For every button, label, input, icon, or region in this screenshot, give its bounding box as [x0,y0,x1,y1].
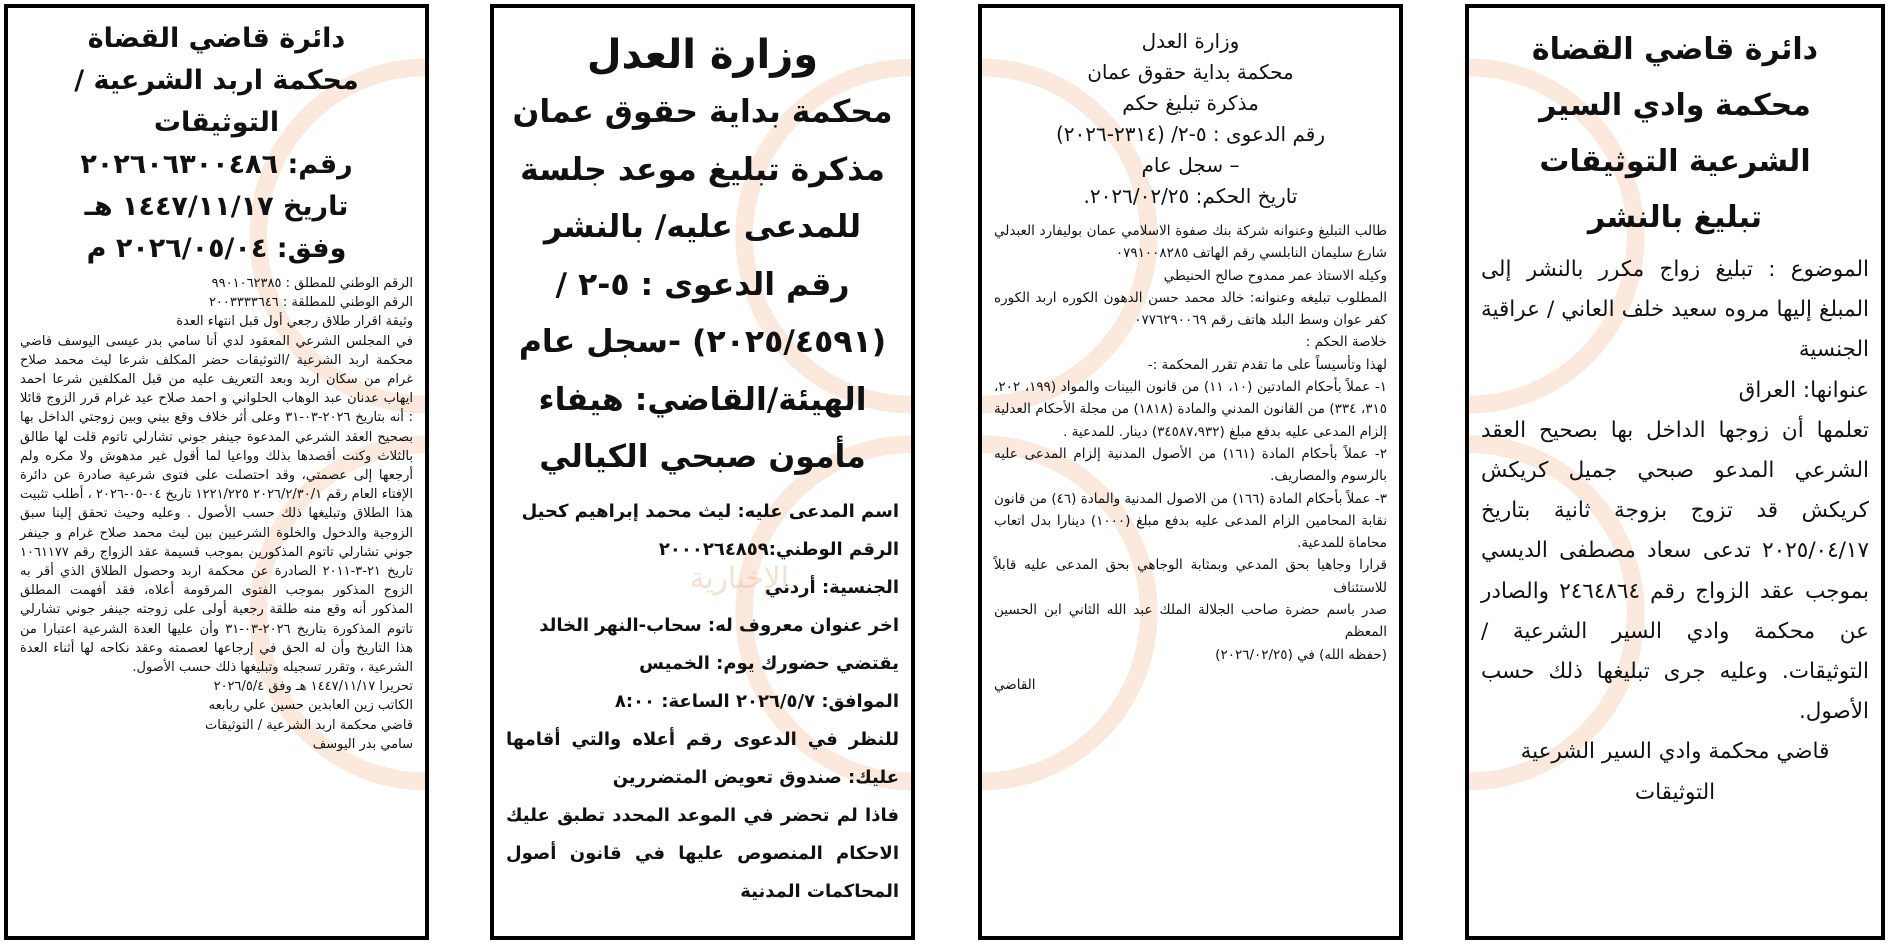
notice-header [506,84,899,487]
signature-line: التوثيقات [1634,779,1716,805]
signature-line: قاضي محكمة وادي السير الشرعية [1520,739,1830,765]
body-paragraph: للنظر في الدعوى رقم أعلاه والتي أقامها عليك: صندوق تعويض المتضررين [506,728,899,788]
judge-signature: القاضي [994,676,1036,693]
body-line: لهذا وتأسيساً على ما تقدم تقرر المحكمة :- [1147,356,1387,373]
notice-body [1481,250,1869,813]
notice-wadi-alsir-marriage [1465,4,1885,940]
header-line: مذكرة تبليغ حكم [1122,91,1259,115]
reference-number: رقم: ٢٠٢٦٠٦٣٠٠٤٨٦ [80,149,353,180]
body-line: وثيقة اقرار طلاق رجعي أول قبل انتهاء العدة [176,314,413,330]
signature-name: سامي بدر اليوسف [312,736,413,752]
header-line: مذكرة تبليغ موعد جلسة [520,151,885,188]
notice-header [994,26,1387,212]
case-number: (٢٠٢٥/٤٥٩١) -سجل عام [518,324,887,360]
notice-body [20,274,413,754]
body-line: يقتضي حضورك يوم: الخميس [639,652,899,674]
notice-irbid-divorce [4,4,429,940]
header-line: التوثيقات [153,107,280,138]
hijri-date: تاريخ ١٤٤٧/١١/١٧ هـ [84,191,349,222]
body-line: تحريرا ١٤٤٧/١١/١٧ هـ وفق ٢٠٢٦/٥/٤ [213,679,413,695]
gregorian-date: وفق: ٢٠٢٦/٠٥/٠٤ م [86,233,347,264]
header-line: محكمة بداية حقوق عمان [512,94,893,130]
body-line: الجنسية: أردني [764,576,899,598]
watermark-text: الإخبارية [689,560,789,596]
body-paragraph: تعلمها أن زوجها الداخل بها بصحيح العقد الشرعي المدعو صبحي جميل كريكش كريكش قد تزوج بزوجة ثانية بتاريخ ٢٠٢٥/٠٤/١٧ تدعى سعاد مصطفى الديسي بموجب عقد الزواج رقم ٢٤٦٤٨٦٤ والصادر عن محكمة وادي السير الشرعية / التوثيقات. وعليه جرى تبليغها ذلك حسب الأصول. [1481,417,1869,725]
body-paragraph: ٢- عملاً بأحكام المادة (١٦١) من الأصول المدنية إلزام المدعى عليه بالرسوم والمصاريف. [994,445,1387,485]
notice-amman-hearing [490,4,915,940]
body-paragraph: في المجلس الشرعي المعقود لدي أنا سامي بدر عيسى اليوسف قاضي محكمة اربد الشرعية /التوثيقات حضر المكلف شرعا ليث محمد صلاح غرام من سكان اربد وبعد التعريف عليه من قبل المكلفين شرعا احمد ايهاب عدنان عبد الوهاب الحلواني و احمد صلاح عيد غرام قرر الزوج قائلا : أنه بتاريخ ٢٠٢٦-٠٣-٣١ وعلى أثر خلاف وقع بيني وبين زوجتي الداخل بها بصحيح العقد الشرعي المدعوة جينفر جوني تشارلي تاتوم قلت لها طالق بالثلاث وكنت أقصدها بذلك وواعيا لما أقول غير مدهوش ولا مكره ولم أرجعها إلى عصمتي، وقد احتصلت على فتوى شرعية صادرة عن دائرة الإفتاء العام رقم ٢٠٢٦/٢/٣٠/١ ١٢٢١/٢٢٥ تاريخ ٠٤-٠٥-٢٠٢٦ ، أطلب تثبيت هذا الطلاق وتبليغها ذلك حسب الأصول . وعليه وحيث تحقق إلينا سبق الزوجية والدخول والخلوة الشرعيين بين ليث محمد صلاح غرام و جينفر جوني تشارلي تاتوم المذكورين بموجب قسيمة عقد الزواج رقم ١٠٦١١٧٧ تاريخ ٢١-٣-٢٠١١ الصادرة عن محكمة اربد وحصول الطلاق الذي أقر به الزوج المذكور بموجب الفتوى المرقومة أعلاه، فقد أفهمت المطلق المذكور أنه وقع منه طلقة رجعية أولى على زوجته جينفر جوني تشارلي تاتوم المذكورة بتاريخ ٢٠٢٦-٠٣-٣١ وأن عليها العدة الشرعية اعتبارا من هذا التاريخ وأن له الحق في إرجاعها لعصمته وعقد نكاحه لها أثناء العدة الشرعية ، وتقرر تسجيله وتبليغها ذلك حسب الأصول. [20,333,414,676]
ministry-title: وزارة العدل [586,32,819,78]
notice-header [1481,22,1869,246]
body-line: (حفظه الله) في (٢٠٢٦/٠٢/٢٥) [1215,646,1387,663]
header-line: تبليغ بالنشر [1587,200,1763,235]
body-line: الرقم الوطني:٢٠٠٠٢٦٤٨٥٩ [658,538,899,560]
body-paragraph: ٣- عملاً بأحكام المادة (١٦٦) من الاصول المدنية والمادة (٤٦) من قانون نقابة المحامين الزام المدعى عليه بدفع مبلغ (١٠٠٠) دينارا بدل اتعاب محاماة للمدعية. [994,490,1388,552]
body-paragraph: ١- عملاً بأحكام المادتين (١٠، ١١) من قانون البينات والمواد (١٩٩، ٢٠٢، ٣١٥، ٣٣٤) من القانون المدني والمادة (١٨١٨) من مجلة الأحكام العدلية إلزام المدعى عليه بدفع مبلغ (٣٤٥٨٧،٩٣٢) دينار. للمدعية . [994,379,1387,440]
header-line: محكمة بداية حقوق عمان [1087,60,1294,84]
judge-line: الهيئة/القاضي: هيفاء [538,381,867,418]
body-line: الكاتب زين العابدين حسين علي ربابعه [208,698,413,714]
body-line: اسم المدعى عليه: ليث محمد إبراهيم كحيل [521,500,899,522]
notice-amman-judgment [978,4,1403,940]
body-paragraph: الموضوع : تبليغ زواج مكرر بالنشر إلى المبلغ إليها مروه سعيد خلف العاني / عراقية الجنسية [1481,257,1869,363]
body-line: قاضي محكمة اربد الشرعية / التوثيقات [205,717,413,733]
body-paragraph: صدر باسم حضرة صاحب الجلالة الملك عبد الله الثاني ابن الحسين المعظم [994,602,1387,641]
body-line: عنوانها: العراق [1738,377,1869,403]
body-paragraph: المطلوب تبليغه وعنوانه: خالد محمد حسن الدهون الكوره اربد الكوره كفر عوان وسط البلد هاتف رقم ٠٧٧٦٢٩٠٠٦٩ [994,289,1387,329]
header-line: وزارة العدل [1141,29,1240,53]
header-line: دائرة قاضي القضاة [1531,32,1819,67]
register-line: – سجل عام [1141,153,1240,177]
header-line: محكمة اربد الشرعية / [74,65,359,96]
header-line: دائرة قاضي القضاة [87,23,346,54]
body-paragraph: فاذا لم تحضر في الموعد المحدد تطبق عليك الاحكام المنصوص عليها في قانون أصول المحاكمات المدنية [506,804,899,902]
notice-header [20,18,413,270]
body-line: الرقم الوطني للمطلق : ٩٩٠١٠٦٢٣٨٥ [211,276,413,291]
case-number: رقم الدعوى : ٥-٢ / [555,266,850,303]
judge-line: مأمون صبحي الكيالي [539,439,866,475]
body-paragraph: قرارا وجاهيا بحق المدعي وبمثابة الوجاهي بحق المدعى عليه قابلاً للاستئناف [994,557,1387,596]
body-line: خلاصة الحكم : [1305,334,1387,351]
body-line: وكيله الاستاذ عمر ممدوح صالح الحنيطي [1163,267,1387,284]
body-line: الرقم الوطني للمطلقة : ٢٠٠٣٣٣٣٦٤٦ [208,295,413,311]
header-line: محكمة وادي السير [1539,88,1811,123]
judgment-date: تاريخ الحكم: ٢٠٢٦/٠٢/٢٥. [1083,184,1298,208]
body-line: اخر عنوان معروف له: سحاب-النهر الخالد [539,614,899,636]
body-line: الموافق: ٢٠٢٦/٥/٧ الساعة: ٨:٠٠ [614,690,899,712]
body-paragraph: طالب التبليغ وعنوانه شركة بنك صفوة الاسلامي عمان بوليفارد العبدلي شارع سليمان النابلسي رقم الهاتف ٠٧٩١٠٠٨٢٨٥ [994,223,1387,262]
header-line: الشرعية التوثيقات [1539,144,1811,179]
notice-body [506,493,899,911]
notice-body [994,220,1387,696]
case-number: رقم الدعوى : ٥-٢/ (٢٣١٤-٢٠٢٦) [1055,122,1325,146]
header-line: للمدعى عليه/ بالنشر [543,209,862,245]
